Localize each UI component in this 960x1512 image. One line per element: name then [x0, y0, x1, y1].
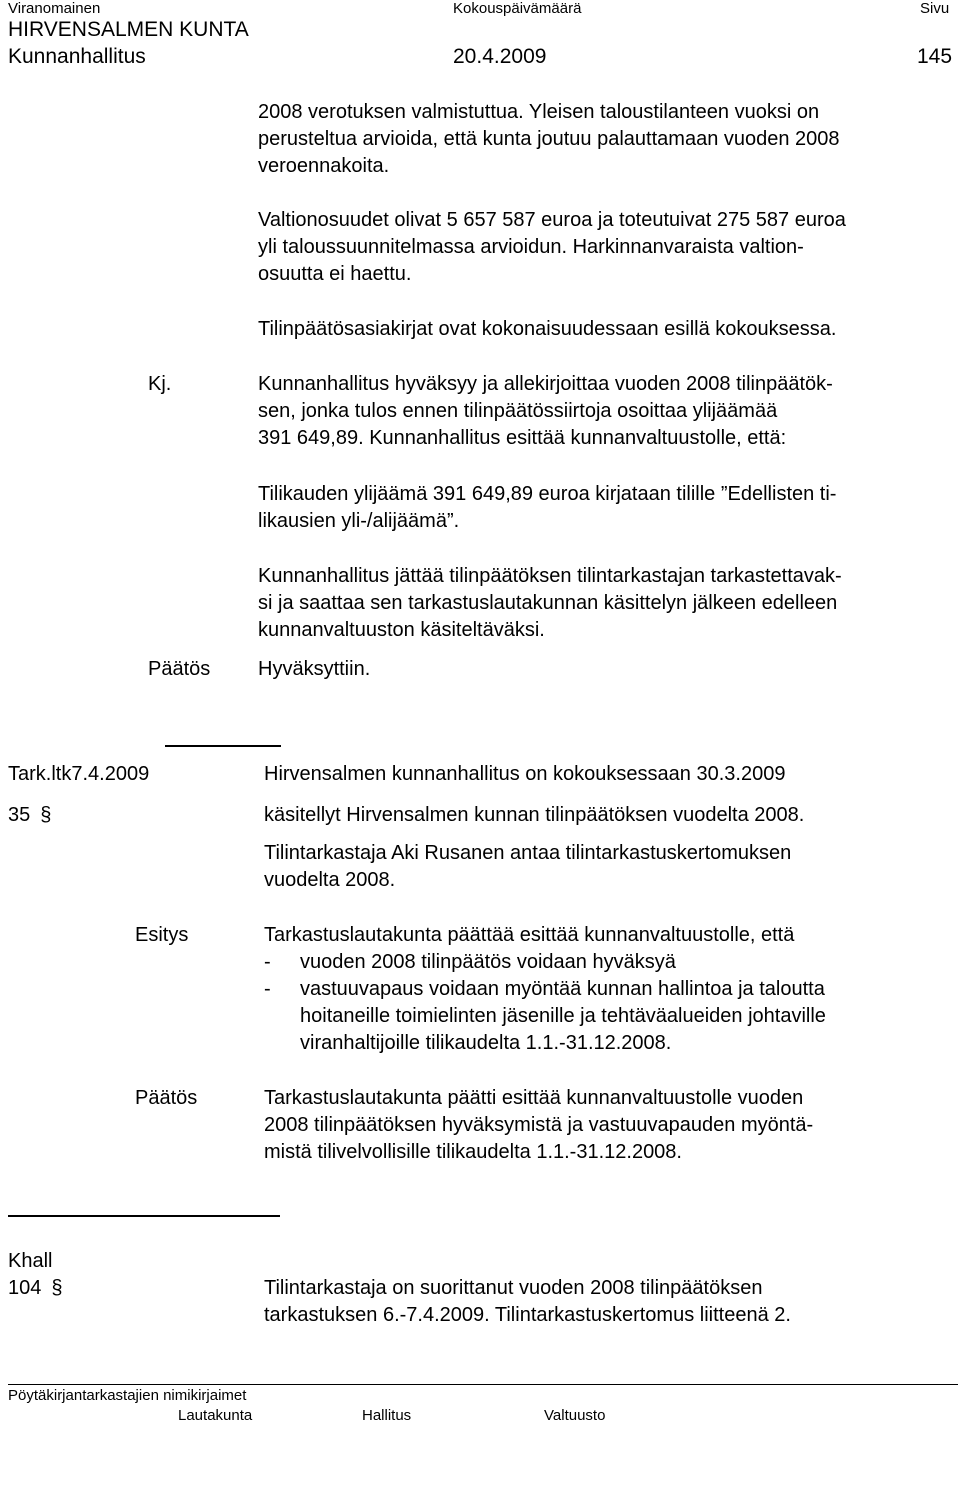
text-line: 2008 tilinpäätöksen hyväksymistä ja vastuuvapauden myöntä- — [264, 1114, 814, 1136]
text-line: veroennakoita. — [258, 155, 390, 177]
kj-label: Kj. — [148, 373, 172, 395]
kj-surplus-paragraph — [258, 481, 836, 535]
header-body: Kunnanhallitus — [8, 45, 146, 68]
text-line: osuutta ei haettu. — [258, 263, 412, 285]
text-line: perusteltua arvioida, että kunta joutuu palauttamaan vuoden 2008 — [258, 128, 840, 150]
section-separator — [8, 1215, 280, 1217]
footer-col-hallitus: Hallitus — [362, 1407, 412, 1424]
esitys-label: Esitys — [135, 924, 189, 946]
section-separator — [165, 745, 281, 747]
text-line: Tilintarkastaja Aki Rusanen antaa tilintarkastuskertomuksen — [264, 842, 792, 864]
tark-auditor-paragraph — [264, 840, 791, 894]
text-line: likausien yli-/alijäämä”. — [258, 510, 460, 532]
footer-col-lautakunta: Lautakunta — [178, 1407, 253, 1424]
dash-bullet: - — [264, 951, 271, 973]
text-line: Tilinpäätösasiakirjat ovat kokonaisuudessaan esillä kokouksessa. — [258, 318, 837, 340]
tark-line: Hirvensalmen kunnanhallitus on kokouksessaan 30.3.2009 — [264, 763, 786, 785]
text-line: kunnanvaltuuston käsiteltäväksi. — [258, 619, 545, 641]
tark-reference: Tark.ltk7.4.2009 — [8, 763, 150, 785]
section-mark-icon: § — [40, 804, 52, 826]
text-line: sen, jonka tulos ennen tilinpäätössiirtoja osoittaa ylijäämää — [258, 400, 778, 422]
organization-name: HIRVENSALMEN KUNTA — [8, 18, 249, 41]
list-item-continuation: hoitaneille toimielinten jäsenille ja tehtäväalueiden johtaville — [300, 1005, 826, 1027]
text-line: 2008 verotuksen valmistuttua. Yleisen taloustilanteen vuoksi on — [258, 101, 820, 123]
text-line: 391 649,89. Kunnanhallitus esittää kunnanvaltuustolle, että: — [258, 427, 787, 449]
tark-decision-label: Päätös — [135, 1087, 198, 1109]
tark-line: käsitellyt Hirvensalmen kunnan tilinpäätöksen vuodelta 2008. — [264, 804, 805, 826]
list-item-text: vastuuvapaus voidaan myöntää kunnan hallintoa ja taloutta — [300, 978, 825, 1000]
text-line: si ja saattaa sen tarkastuslautakunnan käsittelyn jälkeen edelleen — [258, 592, 838, 614]
footer-rule — [8, 1384, 958, 1385]
text-line: vuodelta 2008. — [264, 869, 396, 891]
list-item-continuation: viranhaltijoille tilikaudelta 1.1.-31.12.2008. — [300, 1032, 672, 1054]
text-line: tarkastuksen 6.-7.4.2009. Tilintarkastuskertomus liitteenä 2. — [264, 1304, 791, 1326]
footer-signatures-label: Pöytäkirjantarkastajien nimikirjaimet — [8, 1387, 247, 1404]
header-authority-label: Viranomainen — [8, 0, 101, 17]
paragraph-state-subsidies — [258, 207, 846, 288]
list-item — [264, 976, 944, 1003]
text-line: Tarkastuslautakunta päätti esittää kunnanvaltuustolle vuoden — [264, 1087, 804, 1109]
footer-col-valtuusto: Valtuusto — [544, 1407, 606, 1424]
paragraph-tax-refunds — [258, 99, 840, 180]
text-line: Kunnanhallitus jättää tilinpäätöksen tilintarkastajan tarkastettavak- — [258, 565, 842, 587]
text-line: Tarkastuslautakunta päättää esittää kunnanvaltuustolle, että — [264, 924, 795, 946]
text-line: Valtionosuudet olivat 5 657 587 euroa ja toteutuivat 275 587 euroa — [258, 209, 846, 231]
header-meeting-date-label: Kokouspäivämäärä — [453, 0, 582, 17]
khall-section-number — [8, 1275, 63, 1302]
kj-audit-paragraph — [258, 563, 842, 644]
header-page-label: Sivu — [920, 0, 950, 17]
decision-text: Hyväksyttiin. — [258, 658, 371, 680]
text-line: Tilikauden ylijäämä 391 649,89 euroa kirjataan tilille ”Edellisten ti- — [258, 483, 837, 505]
list-item-text: vuoden 2008 tilinpäätös voidaan hyväksyä — [300, 951, 676, 973]
section-number: 104 — [8, 1277, 42, 1299]
section-number: 35 — [8, 804, 31, 826]
decision-label: Päätös — [148, 658, 211, 680]
dash-bullet: - — [264, 978, 271, 1000]
kj-proposal — [258, 371, 833, 452]
list-item — [264, 949, 944, 976]
esitys-proposal — [264, 922, 944, 1057]
tark-decision-text — [264, 1085, 813, 1166]
paragraph-documents-available — [258, 316, 836, 343]
header-page-number: 145 — [917, 45, 953, 68]
text-line: Tilintarkastaja on suorittanut vuoden 2008 tilinpäätöksen — [264, 1277, 763, 1299]
section-mark-icon: § — [51, 1277, 63, 1299]
khall-text — [264, 1275, 791, 1329]
header-date: 20.4.2009 — [453, 45, 547, 68]
khall-label: Khall — [8, 1250, 53, 1272]
text-line: Kunnanhallitus hyväksyy ja allekirjoittaa vuoden 2008 tilinpäätök- — [258, 373, 833, 395]
tark-section-number — [8, 802, 51, 829]
text-line: yli taloussuunnitelmassa arvioidun. Harkinnanvaraista valtion- — [258, 236, 804, 258]
text-line: mistä tilivelvollisille tilikaudelta 1.1.-31.12.2008. — [264, 1141, 682, 1163]
